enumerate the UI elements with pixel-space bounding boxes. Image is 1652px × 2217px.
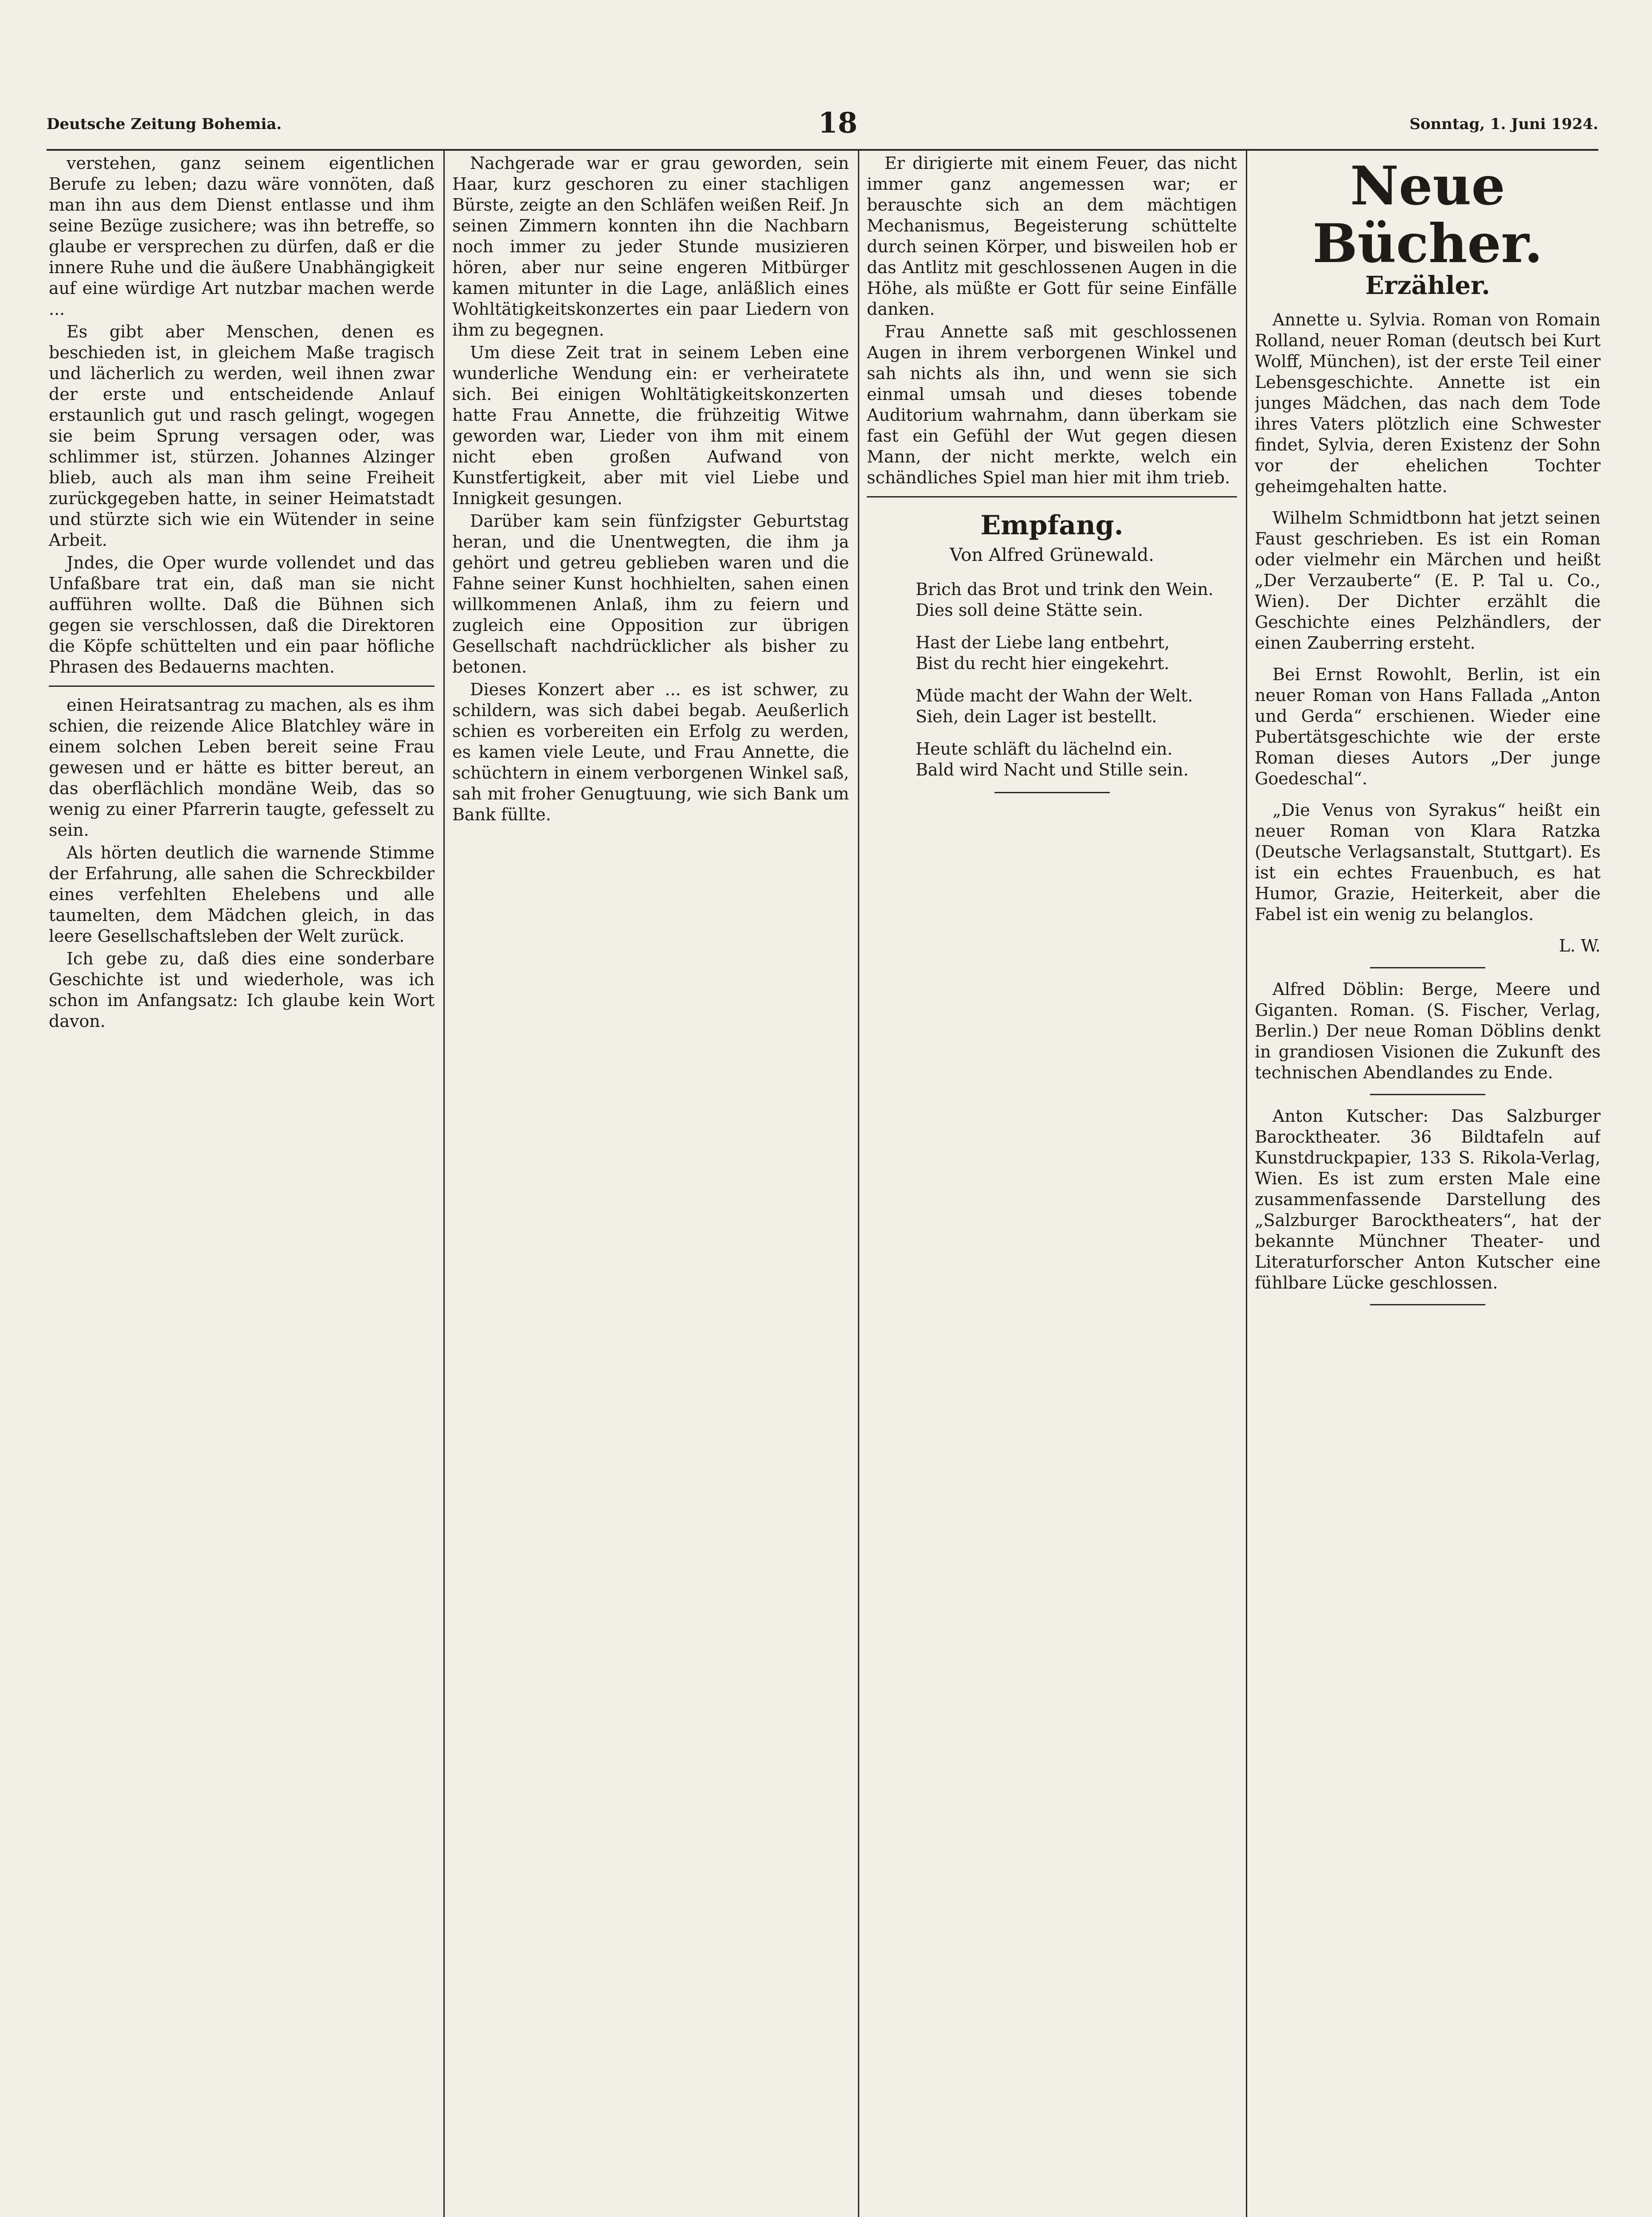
paragraph: Darüber kam sein fünfzigster Geburtstag heran, und die Unentwegten, die ihm ja gehört und getreu geblieben waren und die Fahne seiner Kunst hochhielten, sahen einen willkommenen Anlaß, ihm zu feiern und zugleich eine Opposition zur übrigen Gesellschaft nachdrücklicher als bisher zu betonen. (452, 511, 849, 677)
section-subtitle: Erzähler. (1365, 271, 1490, 300)
poem-author: Von Alfred Grünewald. (950, 545, 1154, 565)
book-review: „Die Venus von Syrakus“ heißt ein neuer Roman von Klara Ratzka (Deutsche Verlagsanstalt, Stuttgart). Es ist ein echtes Frauenbuch, es hat Humor, Grazie, Heiterkeit, aber die Fabel ist ein wenig zu belanglos. (1255, 800, 1601, 924)
book-review: Bei Ernst Rowohlt, Berlin, ist ein neuer Roman von Hans Fallada „Anton und Gerda“ erschienen. Wieder eine Pubertätsgeschichte wie der erste Roman dieses Autors „Der junge Goedeschal“. (1255, 665, 1601, 788)
poem-line: Hast der Liebe lang entbehrt, (916, 633, 1170, 652)
column-rule (1246, 151, 1247, 2217)
poem-stanza (867, 579, 1237, 621)
paragraph: Dieses Konzert aber ... es ist schwer, zu schildern, was sich dabei begab. Aeußerlich schien es vorbereiten ein Erfolg zu werden, es kamen viele Leute, und Frau Annette, die schüchtern in einem verborgenen Winkel saß, sah mit froher Genugtuung, wie sich Bank um Bank füllte. (452, 680, 849, 824)
newspaper-name: Deutsche Zeitung Bohemia. (47, 115, 282, 133)
paragraph: verstehen, ganz seinem eigentlichen Berufe zu leben; dazu wäre vonnöten, daß man ihn aus dem Dienst entlasse und ihm seine Bezüge zusichere; was ihn betreffe, so glaube er versprechen zu dürfen, daß er die innere Ruhe und die äußere Unabhängigkeit auf eine würdige Art nutzbar machen werde ... (49, 153, 435, 319)
book-review: Annette u. Sylvia. Roman von Romain Rolland, neuer Roman (deutsch bei Kurt Wolff, München), ist der erste Teil einer Lebensgeschichte. Annette ist ein junges Mädchen, das nach dem Tode ihres Vaters plötzlich eine Schwester findet, Sylvia, deren Existenz der Sohn vor der ehelichen Tochter geheimgehalten hatte. (1255, 310, 1601, 496)
review-signature: L. W. (1559, 936, 1601, 956)
poem-title: Empfang. (980, 510, 1124, 541)
book-review: Anton Kutscher: Das Salzburger Barocktheater. 36 Bildtafeln auf Kunstdruckpapier, 133 S. Rikola-Verlag, Wien. Es ist zum ersten Male eine zusammenfassende Darstellung des „Salzburger Barocktheaters“, hat der bekannte Münchner Theater- und Literaturforscher Anton Kutscher eine fühlbare Lücke geschlossen. (1255, 1106, 1601, 1293)
column-4-books (1255, 153, 1601, 2217)
poem-line: Bist du recht hier eingekehrt. (916, 654, 1170, 673)
poem-line: Brich das Brot und trink den Wein. (916, 580, 1214, 599)
paragraph: Nachgerade war er grau geworden, sein Haar, kurz geschoren zu einer stachligen Bürste, zeigte an den Schläfen weißen Reif. Jn seinen Zimmern konnten ihn die Nachbarn noch immer zu jeder Stunde musizieren hören, aber nur seine engeren Mitbürger kamen mitunter in die Lage, anläßlich eines Wohltätigkeitskonzertes ein paar Liedern von ihm zu begegnen. (452, 153, 849, 340)
poem-line: Bald wird Nacht und Stille sein. (916, 760, 1189, 779)
page-header (47, 98, 1598, 151)
paragraph: Er dirigierte mit einem Feuer, das nicht immer ganz angemessen war; er berauschte sich an dem mächtigen Mechanismus, Begeisterung schüttelte durch seinen Körper, und bisweilen hob er das Antlitz mit geschlossenen Augen in die Höhe, als müßte er Gott für seine Einfälle danken. (867, 153, 1237, 319)
column-2 (452, 153, 849, 2217)
poem-line: Heute schläft du lächelnd ein. (916, 739, 1173, 759)
section-divider (49, 685, 435, 687)
section-divider (1370, 967, 1485, 968)
book-review: Alfred Döblin: Berge, Meere und Giganten. Roman. (S. Fischer, Verlag, Berlin.) Der neue Roman Döblins denkt in grandiosen Visionen die Zukunft des technischen Abendlandes zu Ende. (1255, 979, 1601, 1082)
section-divider (1370, 1094, 1485, 1095)
paragraph: einen Heiratsantrag zu machen, als es ihm schien, die reizende Alice Blatchley wäre in einem solchen Leben bereit seine Frau gewesen und er hätte es bitter bereut, an das oberflächlich mondäne Weib, das so wenig zu einer Pfarrerin taugte, gefesselt zu sein. (49, 695, 435, 840)
paragraph: Als hörten deutlich die warnende Stimme der Erfahrung, alle sahen die Schreckbilder eines verfehlten Ehelebens und alle taumelten, dem Mädchen gleich, in das leere Gesellschaftsleben der Welt zurück. (49, 843, 435, 946)
poem-stanza (867, 632, 1237, 674)
paragraph: Ich gebe zu, daß dies eine sonderbare Geschichte ist und wiederhole, was ich schon im Anfangsatz: Ich glaube kein Wort davon. (49, 949, 435, 1031)
poem-line: Müde macht der Wahn der Welt. (916, 686, 1193, 705)
page-number: 18 (818, 106, 858, 140)
paragraph: Um diese Zeit trat in seinem Leben eine wunderliche Wendung ein: er verheiratete sich. Bei einigen Wohltätigkeitskonzerten hatte Frau Annette, die frühzeitig Witwe geworden war, Lieder von ihm mit einem nicht eben großen Aufwand von Kunstfertigkeit, aber mit viel Liebe und Innigkeit gesungen. (452, 343, 849, 508)
section-title: Neue Bücher. (1312, 155, 1543, 275)
poem-line: Dies soll deine Stätte sein. (916, 600, 1143, 620)
column-1 (49, 153, 435, 2217)
paragraph: Es gibt aber Menschen, denen es beschieden ist, in gleichem Maße tragisch und lächerlich zu werden, weil ihnen zwar der erste und entscheidende Anlauf erstaunlich gut und rasch gelingt, wogegen sie beim Sprung versagen oder, was schlimmer ist, stürzen. Johannes Alzinger blieb, auch als man ihm seine Freiheit zurückgegeben hatte, in seiner Heimatstadt und stürzte sich wie ein Wütender in seine Arbeit. (49, 322, 435, 550)
paragraph: Jndes, die Oper wurde vollendet und das Unfaßbare trat ein, daß man sie nicht aufführen wollte. Daß die Bühnen sich gegen sie verschlossen, daß die Direktoren die Köpfe schüttelten und ein paar höfliche Phrasen des Bedauerns machten. (49, 553, 435, 677)
poem-stanza (867, 739, 1237, 780)
end-divider (994, 792, 1110, 793)
poem-stanza (867, 685, 1237, 727)
column-rule (858, 151, 859, 2217)
end-divider (1370, 1304, 1485, 1305)
poem-line: Sieh, dein Lager ist bestellt. (916, 707, 1157, 726)
paragraph: Frau Annette saß mit geschlossenen Augen in ihrem verborgenen Winkel und sah nichts als ihn, und wenn sie sich einmal umsah und dieses tobende Auditorium wahrnahm, dann überkam sie fast ein Gefühl der Wut gegen diesen Mann, der nicht merkte, welch ein schändliches Spiel man hier mit ihm trieb. (867, 322, 1237, 487)
section-divider (867, 496, 1237, 497)
issue-date: Sonntag, 1. Juni 1924. (1409, 115, 1598, 133)
book-review: Wilhelm Schmidtbonn hat jetzt seinen Faust geschrieben. Es ist ein Roman oder vielmehr ein Märchen und heißt „Der Verzauberte“ (E. P. Tal u. Co., Wien). Der Dichter erzählt die Geschichte eines Pelzhändlers, der einen Zauberring ersteht. (1255, 508, 1601, 653)
column-3 (867, 153, 1237, 2217)
column-rule (443, 151, 445, 2217)
